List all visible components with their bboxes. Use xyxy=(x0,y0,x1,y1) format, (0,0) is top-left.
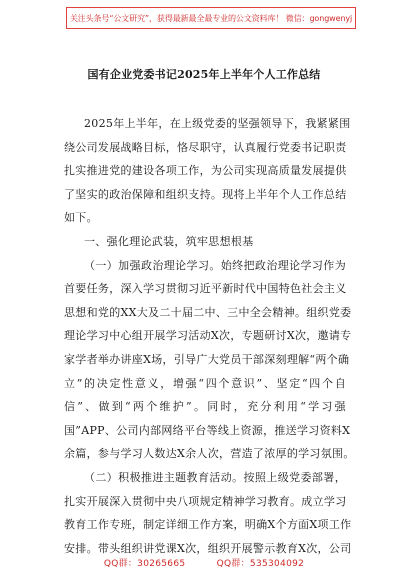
body-line: 家学者举办讲座X场，引导广大党员干部深刻理解“两个确 xyxy=(64,352,350,366)
body-line: 如下。 xyxy=(64,211,98,225)
body-line: 首要任务，深入学习贯彻习近平新时代中国特色社会主义 xyxy=(64,282,347,296)
footer-qq-group-1: QQ群：30265665 xyxy=(103,559,186,569)
body-line: 了坚实的政治保障和组织支持。现将上半年个人工作总结 xyxy=(64,187,347,201)
body-line: 绕公司发展战略目标，恪尽职守，认真履行党委书记职责 xyxy=(64,140,347,154)
body-line: 思想和党的XX大及二十届二中、三中全会精神。组织党委 xyxy=(64,305,352,319)
document-body xyxy=(64,112,355,560)
body-line: （一）加强政治理论学习。始终把政治理论学习作为 xyxy=(84,258,346,272)
body-line: 扎实推进党的建设各项工作，为公司实现高质量发展提供 xyxy=(64,164,347,178)
body-line: （二）积极推进主题教育活动。按照上级党委部署， xyxy=(84,470,346,484)
body-line: 安排。带头组织讲党课X次，组织开展警示教育X次，公司 xyxy=(64,541,352,555)
footer-qq-group-2: QQ群：535304092 xyxy=(216,559,305,569)
header-banner: 关注头条号“公文研究”，获得最新最全最专业的公文资料库！ 微信：gongwenyj xyxy=(66,7,356,29)
body-line: 教育工作专班，制定详细工作方案，明确X个方面X项工作 xyxy=(64,518,352,532)
body-line: 信”、做到“两个维护”。同时，充分利用“学习强 xyxy=(64,400,346,414)
body-line: 扎实开展深入贯彻中央八项规定精神学习教育。成立学习 xyxy=(64,494,347,508)
body-line: 一、强化理论武装，筑牢思想根基 xyxy=(84,234,254,248)
body-line: 余篇，参与学习人数达X余人次，营造了浓厚的学习氛围。 xyxy=(64,447,355,461)
body-line: 立”的决定性意义，增强“四个意识”、坚定“四个自 xyxy=(64,376,346,390)
body-line: 国”APP、公司内部网络平台等线上资源，推送学习资料X xyxy=(64,423,351,437)
body-line: 理论学习中心组开展学习活动X次，专题研讨X次，邀请专 xyxy=(64,329,352,343)
footer-contact xyxy=(0,556,408,569)
document-title: 国有企业党委书记2025年上半年个人工作总结 xyxy=(87,68,321,81)
body-line: 2025年上半年，在上级党委的坚强领导下，我紧紧围 xyxy=(84,117,351,130)
